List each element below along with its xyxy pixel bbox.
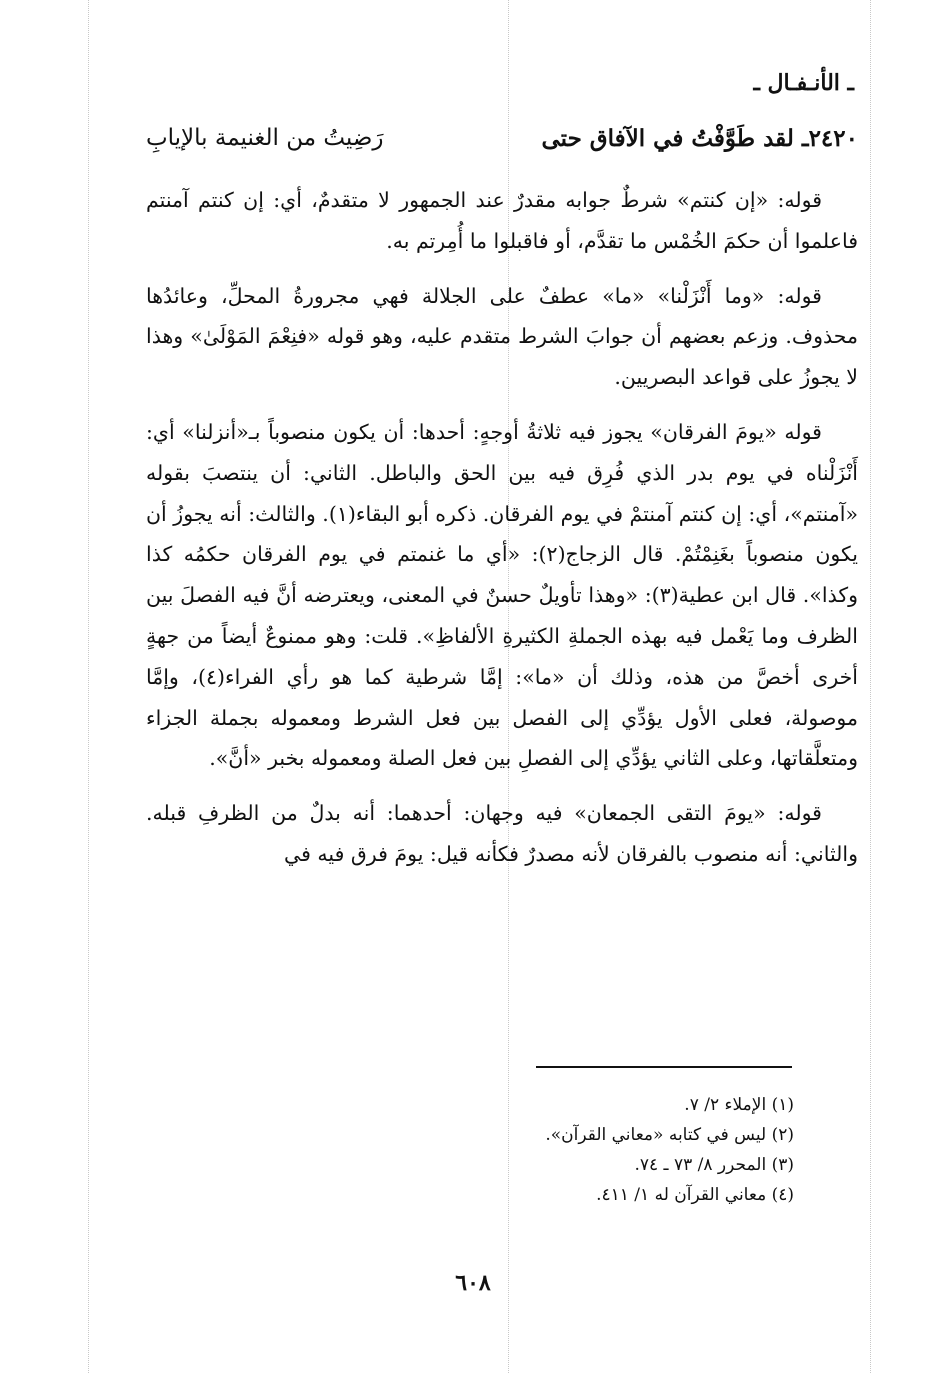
body-text (146, 180, 858, 879)
footnote: (١) الإملاء ٢/ ٧. (684, 1095, 794, 1115)
footnotes-list (394, 1090, 794, 1210)
footnote: (٣) المحرر ٨/ ٧٣ ـ ٧٤. (634, 1155, 794, 1175)
verse-first-half: ٢٤٢٠ـ لقد طَوَّفْتُ في الآفاق حتى (541, 125, 858, 152)
margin-guide-line (870, 0, 871, 1373)
paragraph: قوله: «إن كنتم» شرطٌ جوابه مقدرٌ عند الجمهور لا متقدمٌ، أي: إن كنتم آمنتم فاعلموا أن حكمَ الخُمْس ما تقدَّم، أو فاقبلوا ما أُمِرتم به. (146, 188, 858, 253)
running-title: ـ الأنـفـال ـ (753, 70, 854, 96)
footnote: (٤) معاني القرآن له ١/ ٤١١. (596, 1185, 794, 1205)
verse-second-half: رَضِيتُ من الغنيمة بالإيابِ (146, 125, 384, 151)
footnote-separator (536, 1066, 792, 1068)
paragraph: قوله «يومَ الفرقان» يجوز فيه ثلاثةُ أوجهٍ: أحدها: أن يكون منصوباً بـ«أنزلنا» أي: أَنْزَلْناه في يوم بدر الذي فُرِق فيه بين الحق والباطل. الثاني: أن ينتصبَ بقوله «آمنتم»، أي: إن كنتم آمنتمْ في يوم الفرقان. ذكره أبو البقاء(١). والثالث: أنه يجوزُ أن يكون منصوباً بغَنِمْتُمْ. قال الزجاج(٢): «أي ما غنمتم في يوم الفرقان حكمُه كذا وكذا». قال ابن عطية(٣): «وهذا تأويلٌ حسنٌ في المعنى، ويعترضه أنَّ فيه الفصلَ بين الظرف وما يَعْمل فيه بهذه الجملةِ الكثيرةِ الألفاظِ». قلت: وهو ممنوعٌ أيضاً من جهةٍ أخرى أخصَّ من هذه، وذلك أن «ما»: إمَّا شرطية كما هو رأي الفراء(٤)، وإمَّا موصولة، فعلى الأول يؤدِّي إلى الفصل بين فعل الشرط ومعموله بجملة الجزاء ومتعلَّقاتها، وعلى الثاني يؤدِّي إلى الفصلِ بين فعل الصلة ومعموله بخبر «أنَّ». (146, 419, 859, 771)
footnote: (٢) ليس في كتابه «معاني القرآن». (545, 1125, 794, 1145)
margin-guide-line (88, 0, 89, 1373)
paragraph: قوله: «وما أَنْزَلْنا» «ما» عطفٌ على الجلالة فهي مجرورةُ المحلِّ، وعائدُها محذوف. وزعم بعضهم أن جوابَ الشرط متقدم عليه، وهو قوله «فنِعْمَ المَوْلَىٰ» وهذا لا يجوزُ على قواعد البصريين. (146, 283, 858, 390)
page-number: ٦٠٨ (455, 1270, 491, 1296)
poetry-verse (146, 125, 858, 152)
paragraph: قوله: «يومَ التقى الجمعان» فيه وجهان: أحدهما: أنه بدلٌ من الظرفِ قبله. والثاني: أنه منصوب بالفرقان لأنه مصدرٌ فكأنه قيل: يومَ فرق فيه في (146, 801, 858, 866)
